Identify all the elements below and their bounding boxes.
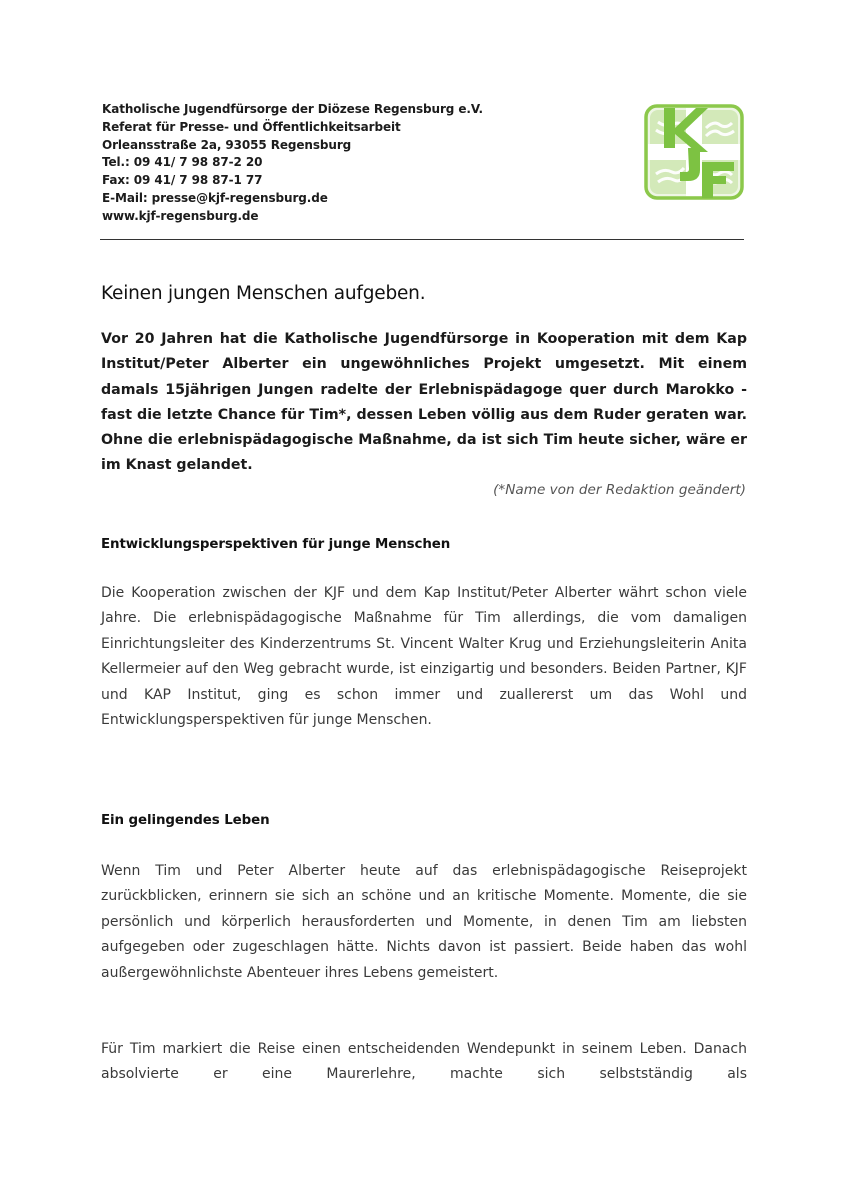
email-address: E-Mail: presse@kjf-regensburg.de <box>102 190 328 205</box>
paragraph-cooperation: Die Kooperation zwischen der KJF und dem Kap Institut/Peter Alberter währt schon viele Jahre. Die erlebnispädagogische Maßnahme für Tim allerdings, die vom damaligen Einrichtungsleiter des Kinderzentrums St. Vincent Walter Krug und Erziehungsleiterin Anita Kellermeier auf den Weg gebracht wurde, ist einzigartig und besonders. Beiden Partner, KJF und KAP Institut, ging es schon immer und zuallererst um das Wohl und Entwicklungsperspektiven für junge Menschen. <box>101 585 747 729</box>
article-lead <box>101 327 747 479</box>
section-heading-successful-life: Ein gelingendes Leben <box>101 813 270 828</box>
paragraph-looking-back: Wenn Tim und Peter Alberter heute auf das erlebnispädagogische Reiseprojekt zurückblicken, erinnern sie sich an schöne und an kritische Momente. Momente, die sie persönlich und körperlich herausforderten und Momente, in denen Tim am liebsten aufgegeben oder zugeschlagen hätte. Nichts davon ist passiert. Beide haben das wohl außergewöhnlichste Abenteuer ihres Lebens gemeistert. <box>101 863 747 981</box>
article-title: Keinen jungen Menschen aufgeben. <box>101 283 426 304</box>
fax-number: Fax: 09 41/ 7 98 87-1 77 <box>102 173 263 188</box>
department-name: Referat für Presse- und Öffentlichkeitsarbeit <box>102 119 401 134</box>
lead-paragraph: Vor 20 Jahren hat die Katholische Jugendfürsorge in Kooperation mit dem Kap Institut/Peter Alberter ein ungewöhnliches Projekt umgesetzt. Mit einem damals 15jährigen Jungen radelte der Erlebnispädagoge quer durch Marokko - fast die letzte Chance für Tim*, dessen Leben völlig aus dem Ruder geraten war. Ohne die erlebnispädagogische Maßnahme, da ist sich Tim heute sicher, wäre er im Knast gelandet. <box>101 331 747 474</box>
kjf-logo <box>644 104 744 200</box>
header-divider <box>100 239 744 240</box>
letterhead-address <box>102 101 542 226</box>
name-change-note: (*Name von der Redaktion geändert) <box>493 482 746 498</box>
phone-number: Tel.: 09 41/ 7 98 87-2 20 <box>102 155 263 170</box>
street-address: Orleansstraße 2a, 93055 Regensburg <box>102 137 352 152</box>
organization-name: Katholische Jugendfürsorge der Diözese Regensburg e.V. <box>102 102 483 116</box>
paragraph-turning-point: Für Tim markiert die Reise einen entscheidenden Wendepunkt in seinem Leben. Danach absolvierte er eine Maurerlehre, machte sich selbstständig als <box>101 1041 747 1083</box>
section-heading-perspectives: Entwicklungsperspektiven für junge Menschen <box>101 537 451 552</box>
website-url: www.kjf-regensburg.de <box>102 208 259 223</box>
kjf-logo-icon <box>644 104 744 200</box>
